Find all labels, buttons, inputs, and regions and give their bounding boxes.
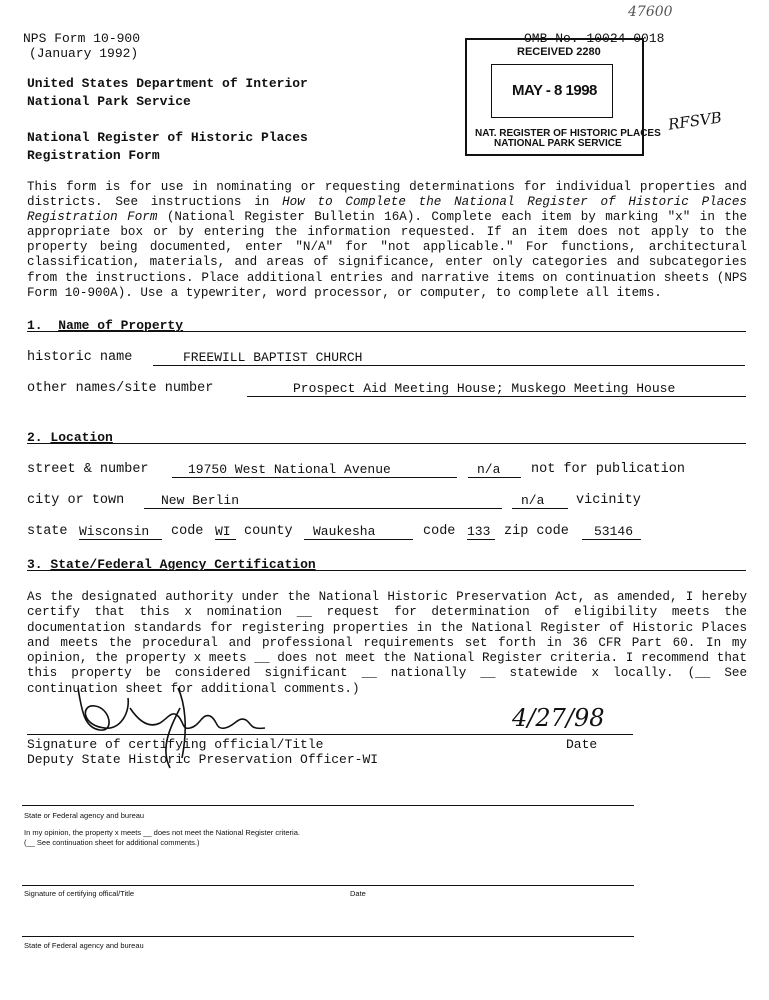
handwritten-date: 4/27/98 — [512, 704, 605, 732]
nfp-label: not for publication — [531, 462, 685, 477]
vicinity-field[interactable]: n/a — [512, 493, 568, 509]
state-code-label: code — [171, 524, 204, 539]
section2-heading: 2. Location — [27, 430, 113, 445]
street-field[interactable]: 19750 West National Avenue — [172, 462, 457, 478]
section2-rule — [27, 443, 746, 444]
section1-heading: 1. Name of Property — [27, 318, 184, 333]
form-number: NPS Form 10-900 — [23, 31, 141, 46]
signature-label: Signature of certifying official/Title — [27, 737, 324, 752]
instructions-paragraph: This form is for use in nominating or requesting determinations for individual properties and districts. See instructions in How to Complete the National Register of Historic Places Registration Form (National Register Bulletin 16A). Complete each item by marking "x" in the appropriate box or by entering the information requested. If an item does not apply to the property being documented, enter "N/A" for "not applicable." For functions, architectural classification, materials, and areas of significance, enter only categories and subcategories from the instructions. Place additional entries and narrative items on continuation sheets (NPS Form 10-900A). Use a typewriter, word processor, or computer, to complete all items. — [27, 180, 748, 300]
signature-line — [27, 734, 633, 735]
section3-heading: 3. State/Federal Agency Certification — [27, 557, 316, 572]
stamp-line1: NAT. REGISTER OF HISTORIC PLACES — [475, 128, 661, 139]
agency-label: State or Federal agency and bureau — [24, 811, 145, 820]
section3-rule — [27, 570, 746, 571]
agency-line-2 — [22, 936, 634, 937]
agency-label-2: State of Federal agency and bureau — [24, 941, 144, 950]
other-names-label: other names/site number — [27, 381, 214, 396]
stamp-line2: NATIONAL PARK SERVICE — [494, 138, 622, 149]
county-field[interactable]: Waukesha — [304, 524, 413, 540]
form-title-line2: Registration Form — [27, 148, 160, 163]
nfp-field[interactable]: n/a — [468, 462, 521, 478]
official-title: Deputy State Historic Preservation Officer-WI — [27, 752, 379, 767]
department-line2: National Park Service — [27, 94, 191, 109]
county-code-label: code — [423, 524, 456, 539]
street-label: street & number — [27, 462, 149, 477]
stamp-date-box — [491, 64, 613, 118]
historic-name-label: historic name — [27, 350, 133, 365]
side-handwritten-note: RFSVB — [667, 108, 723, 134]
county-code-field[interactable]: 133 — [467, 524, 495, 540]
corner-handwritten-note: 47600 — [628, 4, 673, 20]
department-line1: United States Department of Interior — [27, 76, 308, 91]
state-code-field[interactable]: WI — [215, 524, 236, 540]
city-label: city or town — [27, 493, 125, 508]
zip-label: zip code — [504, 524, 569, 539]
stamp-received: RECEIVED 2280 — [517, 46, 601, 58]
agency-line — [22, 805, 634, 806]
state-label: state — [27, 524, 68, 539]
certification-paragraph: As the designated authority under the National Historic Preservation Act, as amended, I hereby certify that this x nomination __ request for determination of eligibility meets the documentation standards for registering properties in the National Register of Historic Places and meets the procedural and professional requirements set forth in 36 CFR Part 60. In my opinion, the property x meets __ does not meet the National Register criteria. I recommend that this property be considered significant __ nationally __ statewide x locally. (__ See continuation sheet for additional comments.) — [27, 590, 747, 696]
zip-field[interactable]: 53146 — [582, 524, 641, 540]
city-field[interactable]: New Berlin — [144, 493, 502, 509]
form-title-line1: National Register of Historic Places — [27, 130, 308, 145]
omb-number: OMB No. 10024-0018 — [524, 31, 665, 46]
county-label: county — [244, 524, 293, 539]
date-label: Date — [566, 737, 598, 752]
vicinity-label: vicinity — [576, 493, 641, 508]
form-date: (January 1992) — [29, 46, 139, 61]
state-field[interactable]: Wisconsin — [79, 524, 162, 540]
opinion-line2: (__ See continuation sheet for additional comments.) — [24, 838, 200, 847]
date-label-2: Date — [350, 889, 366, 898]
section1-rule — [27, 331, 746, 332]
signature-label-2: Signature of certifying offical/Title — [24, 889, 135, 898]
stamp-date: MAY - 8 1998 — [512, 82, 597, 99]
opinion-line1: In my opinion, the property x meets __ does not meet the National Register criteria. — [24, 828, 300, 837]
historic-name-field[interactable]: FREEWILL BAPTIST CHURCH — [153, 350, 745, 366]
signature-line-2 — [22, 885, 634, 886]
other-names-field[interactable]: Prospect Aid Meeting House; Muskego Meeting House — [247, 381, 746, 397]
